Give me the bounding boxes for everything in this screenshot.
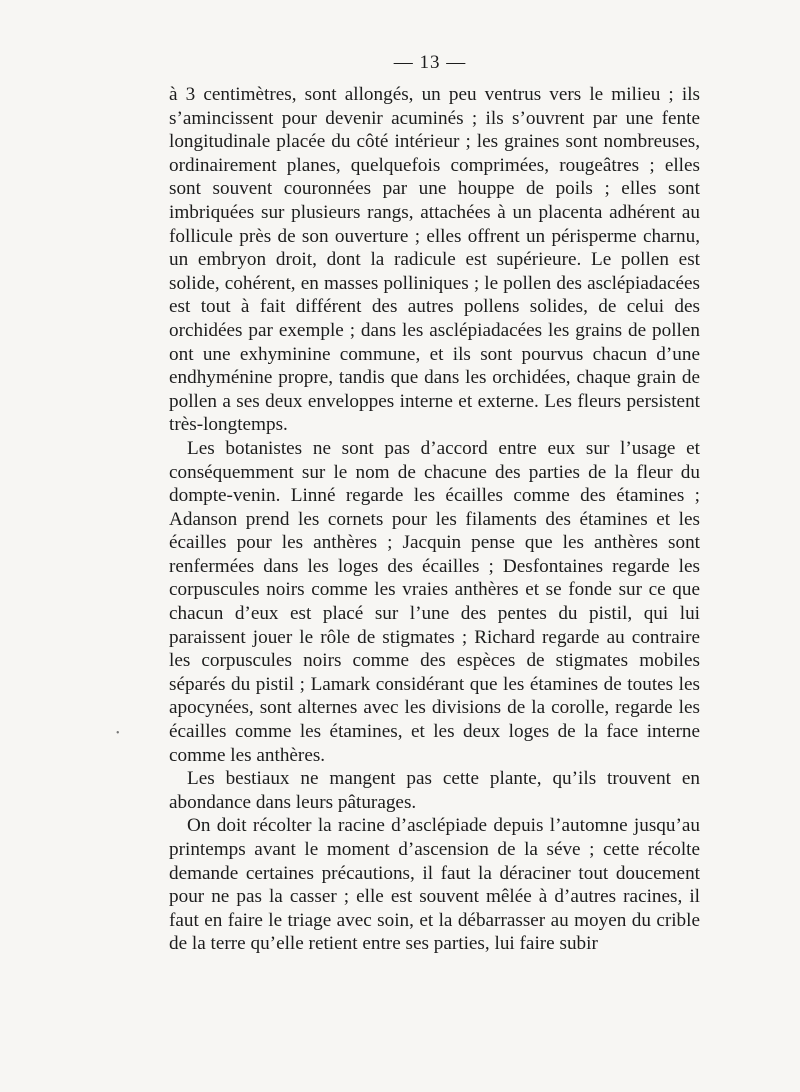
page-number: — 13 — — [393, 52, 467, 73]
paragraph-4: On doit récolter la racine d’asclépiade depuis l’automne jusqu’au printemps avant le moment d’ascension de la séve ; cette récolte demande certaines précautions, il faut la déraciner tout doucement pour ne pas la casser ; elle est souvent mêlée à d’autres racines, il faut en faire le triage avec soin, et la débarrasser au moyen du crible de la terre qu’elle retient entre ses parties, lui faire subir — [169, 815, 700, 955]
paragraph-1: à 3 centimètres, sont allongés, un peu ventrus vers le milieu ; ils s’amincissent pour devenir acuminés ; ils s’ouvrent par une fente longitudinale placée du côté intérieur ; les graines sont nombreuses, ordinairement planes, quelquefois comprimées, rougeâtres ; elles sont souvent couronnées par une houppe de poils ; elles sont imbriquées sur plusieurs rangs, attachées à un placenta adhérent au follicule près de son ouverture ; elles offrent un périsperme charnu, un embryon droit, dont la radicule est supérieure. Le pollen est solide, cohérent, en masses polliniques ; le pollen des asclépiadacées est tout à fait différent des autres pollens solides, de celui des orchidées par exemple ; dans les asclépiadacées les grains de pollen ont une exhyminine commune, et ils sont pourvus chacun d’une endhyménine propre, tandis que dans les orchidées, chaque grain de pollen a ses deux enveloppes interne et externe. Les fleurs persistent très-longtemps. — [169, 84, 700, 436]
paragraph-2: Les botanistes ne sont pas d’accord entre eux sur l’usage et conséquemment sur le nom de chacune des parties de la fleur du dompte-venin. Linné regarde les écailles comme des étamines ; Adanson prend les cornets pour les filaments des étamines et les écailles pour les anthères ; Jacquin pense que les anthères sont renfermées dans les loges des écailles ; Desfontaines regarde les corpuscules noirs comme les vraies anthères et se fonde sur ce que chacun d’eux est placé sur l’une des pentes du pistil, qui lui paraissent jouer le rôle de stigmates ; Richard regarde au contraire les corpuscules noirs comme des espèces de stigmates mobiles séparés du pistil ; Lamark considérant que les étamines de toutes les apocynées, sont alternes avec les divisions de la corolle, regarde les écailles comme les étamines, et les deux loges de la face interne comme les anthères. — [169, 437, 700, 766]
paragraph-3: Les bestiaux ne mangent pas cette plante, qu’ils trouvent en abondance dans leurs pâturages. — [169, 768, 700, 813]
margin-speck: • — [116, 728, 120, 739]
body-text — [169, 83, 700, 956]
